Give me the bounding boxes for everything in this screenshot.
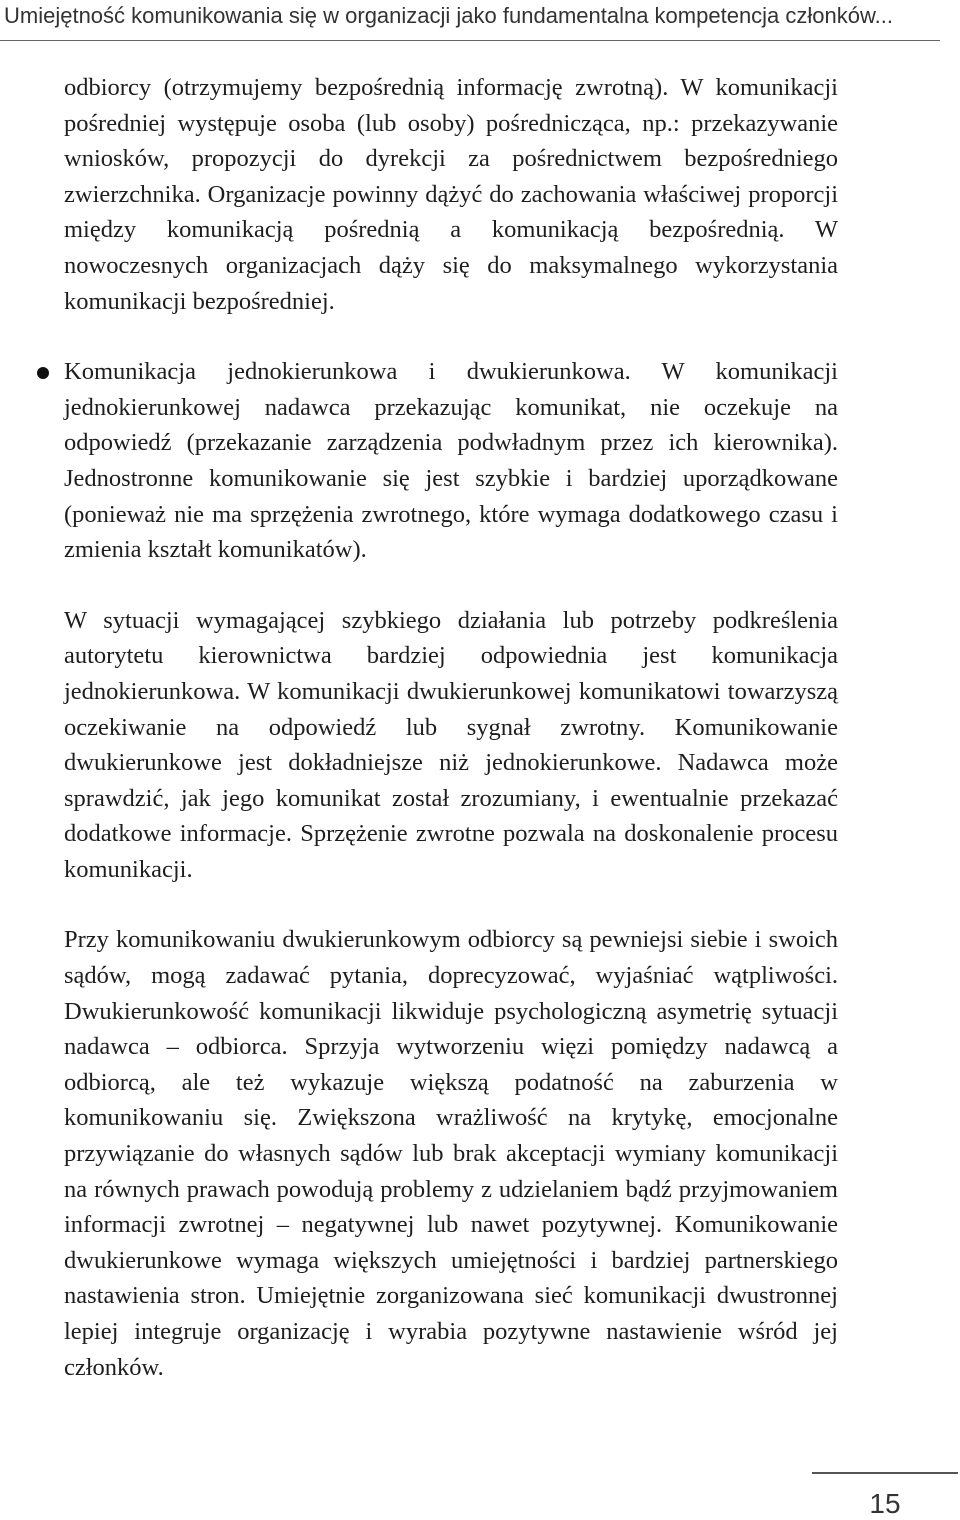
running-header-title: Umiejętność komunikowania się w organizacji jako fundamentalna kompetencja członków... [4, 3, 894, 28]
paragraph-two-way-communication: Przy komunikowaniu dwukierunkowym odbiorcy są pewniejsi siebie i swoich sądów, mogą zadawać pytania, doprecyzować, wyjaśniać wątpliwości. Dwukierunkowość komunikacji likwiduje psychologiczną asymetrię sytuacji nadawca – odbiorca. Sprzyja wytworzeniu więzi pomiędzy nadawcą a odbiorcą, ale też wykazuje większą podatność na zaburzenia w komunikowaniu się. Zwiększona wrażliwość na krytykę, emocjonalne przywiązanie do własnych sądów lub brak akceptacji wymiany komunikacji na równych prawach powodują problemy z udzielaniem bądź przyjmowaniem informacji zwrotnej – negatywnej lub nawet pozytywnej. Komunikowanie dwukierunkowe wymaga większych umiejętności i bardziej partnerskiego nastawienia stron. Umiejętnie zorganizowana sieć komunikacji dwustronnej lepiej integruje organizację i wyrabia pozytywne nastawienie wśród jej członków. [64, 926, 838, 1381]
bullet-paragraph-text: Komunikacja jednokierunkowa i dwukierunkowa. W komunikacji jednokierunkowej nadawca przekazując komunikat, nie oczekuje na odpowiedź (przekazanie zarządzenia podwładnym przez ich kierownika). Jednostronne komunikowanie się jest szybkie i bardziej uporządkowane (ponieważ nie ma sprzężenia zwrotnego, które wymaga dodatkowego czasu i zmienia kształt komunikatów). [64, 358, 838, 564]
bullet-dot-icon [37, 367, 49, 379]
body-text [64, 70, 838, 1385]
paragraph-one-way-vs-two-way: W sytuacji wymagającej szybkiego działania lub potrzeby podkreślenia autorytetu kierownictwa bardziej odpowiednia jest komunikacja jednokierunkowa. W komunikacji dwukierunkowej komunikatowi towarzyszą oczekiwanie na odpowiedź lub sygnał zwrotny. Komunikowanie dwukierunkowe jest dokładniejsze niż jednokierunkowe. Nadawca może sprawdzić, jak jego komunikat został zrozumiany, i ewentualnie przekazać dodatkowe informacje. Sprzężenie zwrotne pozwala na doskonalenie procesu komunikacji. [64, 606, 838, 883]
page-number: 15 [812, 1472, 958, 1520]
bullet-paragraph [64, 354, 838, 568]
running-header [0, 0, 940, 41]
paragraph-continuation: odbiorcy (otrzymujemy bezpośrednią informację zwrotną). W komunikacji pośredniej występuje osoba (lub osoby) pośrednicząca, np.: przekazywanie wniosków, propozycji do dyrekcji za pośrednictwem bezpośredniego zwierzchnika. Organizacje powinny dążyć do zachowania właściwej proporcji między komunikacją pośrednią a komunikacją bezpośrednią. W nowoczesnych organizacjach dąży się do maksymalnego wykorzystania komunikacji bezpośredniej. [64, 74, 838, 315]
